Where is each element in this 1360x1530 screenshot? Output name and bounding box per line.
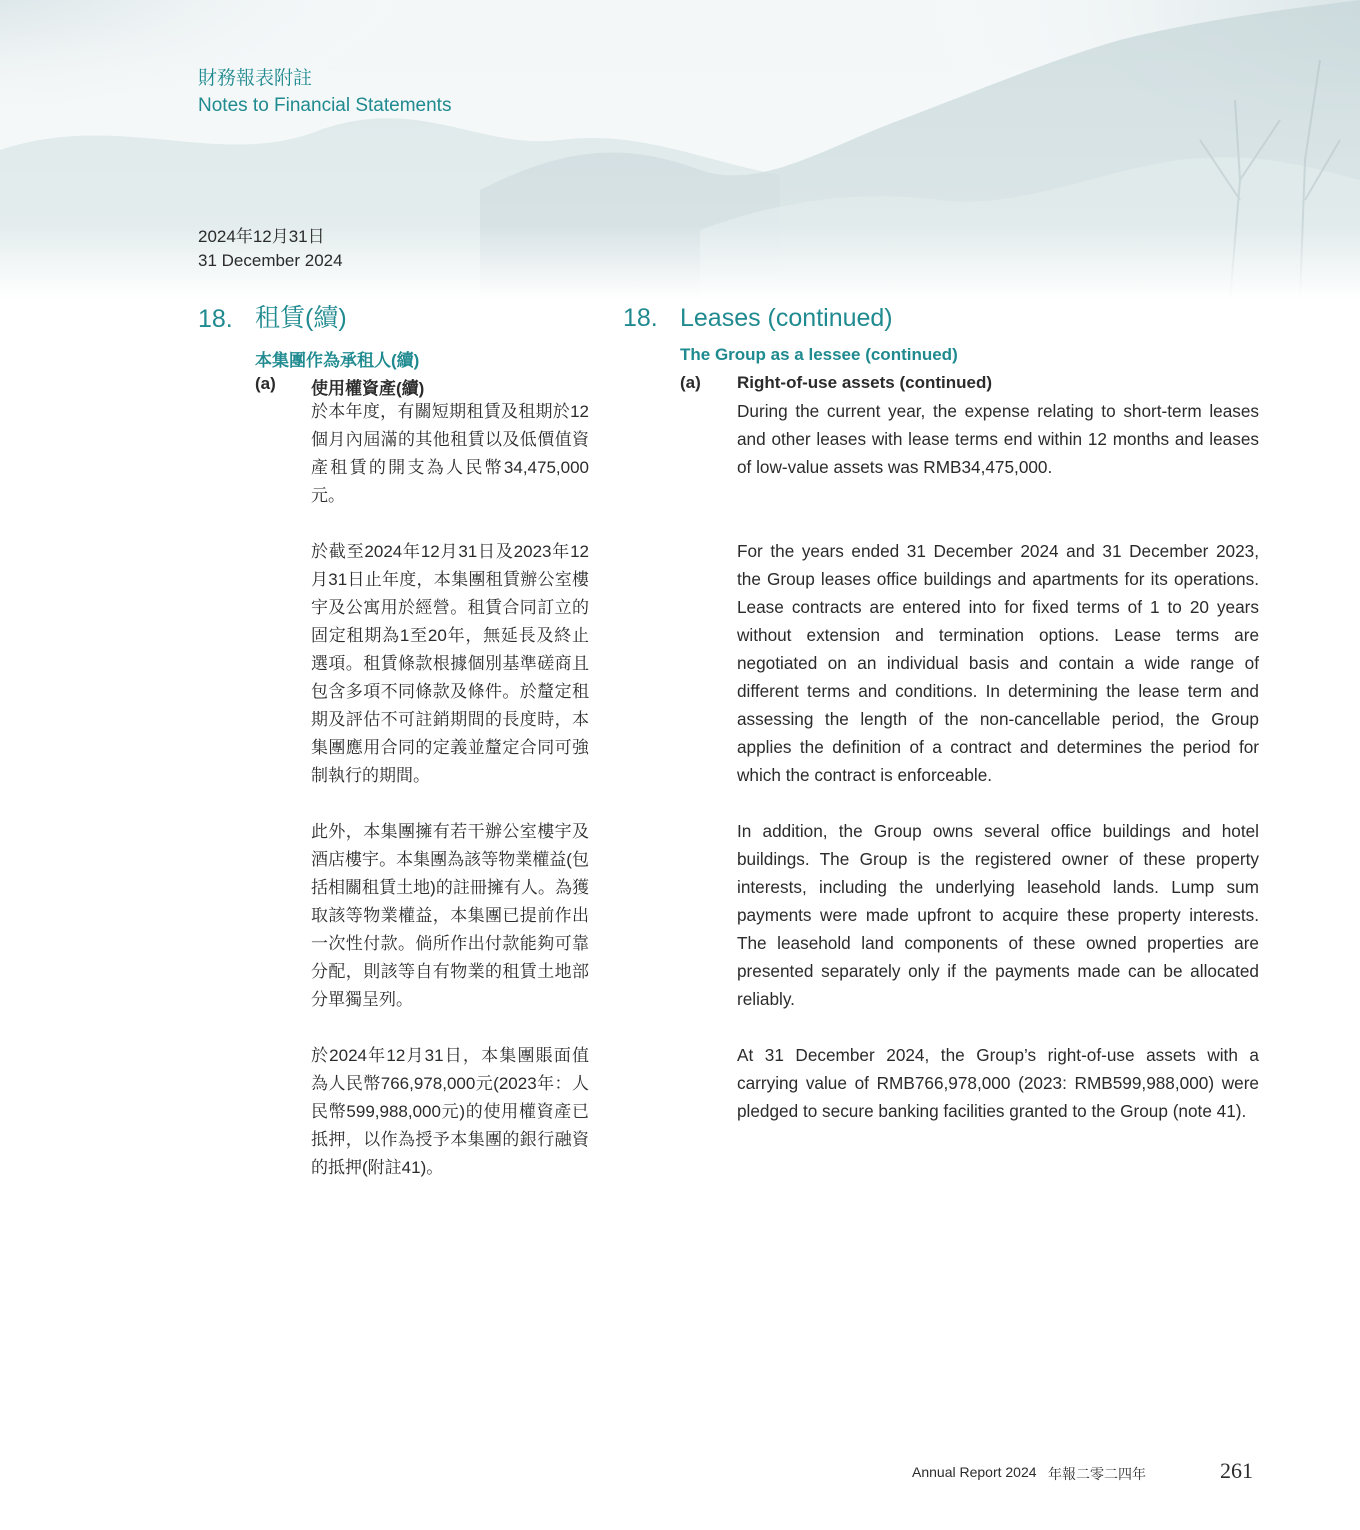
subheading-zh: 本集團作為承租人(續) (255, 351, 420, 370)
item-label-zh: (a) (255, 374, 276, 393)
footer-report-en: Annual Report 2024 (912, 1464, 1037, 1480)
paragraph-zh-2: 於截至2024年12月31日及2023年12月31日止年度，本集團租賃辦公室樓宇及公寓用於經營。租賃合同訂立的固定租期為1至20年，無延長及終止選項。租賃條款根據個別基準磋商且包含多項不同條款及條件。於釐定租期及評估不可註銷期間的長度時，本集團應用合同的定義並釐定合同可強制執行的期間。 (311, 542, 589, 785)
date-zh: 2024年12月31日 (198, 227, 325, 246)
page-number: 261 (1220, 1458, 1253, 1483)
date-en: 31 December 2024 (198, 251, 343, 270)
paragraph-zh-4: 於2024年12月31日，本集團賬面值為人民幣766,978,000元(2023年：人民幣599,988,000元)的使用權資產已抵押，以作為授予本集團的銀行融資的抵押(附註41)。 (311, 1046, 589, 1177)
subheading-en: The Group as a lessee (continued) (680, 345, 958, 364)
section-title-en: Leases (continued) (680, 304, 893, 332)
paragraph-zh-1: 於本年度，有關短期租賃及租期於12個月內屆滿的其他租賃以及低價值資產租賃的開支為人民幣34,475,000元。 (311, 402, 589, 505)
section-title-zh: 租賃(續) (255, 304, 347, 332)
paragraph-en-3: In addition, the Group owns several office buildings and hotel buildings. The Group is the registered owner of these property interests, including the underlying leasehold lands. Lump sum payments were made upfront to acquire these property interests. The leasehold land components of these owned properties are presented separately only if the payments made can be allocated reliably. (737, 821, 1259, 1009)
paragraph-en-4: At 31 December 2024, the Group’s right-of-use assets with a carrying value of RMB766,978,000 (2023: RMB599,988,000) were pledged to secure banking facilities granted to the Group (note 41). (737, 1045, 1259, 1121)
paragraph-en-1: During the current year, the expense relating to short-term leases and other leases with lease terms end within 12 months and leases of low-value assets was RMB34,475,000. (737, 401, 1259, 477)
paragraph-en-2: For the years ended 31 December 2024 and 31 December 2023, the Group leases office buildings and apartments for its operations. Lease contracts are entered into for fixed terms of 1 to 20 years without extension and termination options. Lease terms are negotiated on an individual basis and contain a wide range of different terms and conditions. In determining the lease term and assessing the length of the non-cancellable period, the Group applies the definition of a contract and determines the period for which the contract is enforceable. (737, 541, 1259, 785)
footer-report-zh: 年報二零二四年 (1048, 1466, 1146, 1482)
section-number-en: 18. (623, 304, 658, 332)
item-label-en: (a) (680, 373, 701, 392)
header-title-zh: 財務報表附註 (198, 68, 313, 89)
item-title-en: Right-of-use assets (continued) (737, 373, 993, 392)
paragraph-zh-3: 此外，本集團擁有若干辦公室樓宇及酒店樓宇。本集團為該等物業權益(包括相關租賃土地)的註冊擁有人。為獲取該等物業權益，本集團已提前作出一次性付款。倘所作出付款能夠可靠分配，則該等自有物業的租賃土地部分單獨呈列。 (311, 822, 589, 1009)
item-title-zh: 使用權資產(續) (311, 379, 425, 398)
section-number-zh: 18. (198, 305, 233, 333)
header-title-en: Notes to Financial Statements (198, 95, 452, 116)
